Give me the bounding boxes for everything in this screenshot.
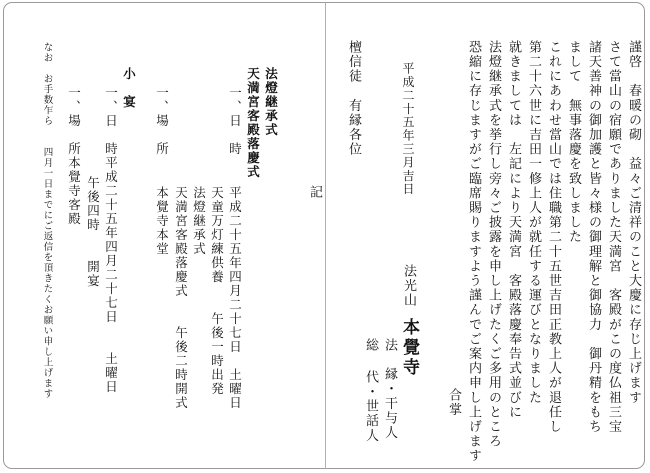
- center-fold-line: [325, 2, 326, 469]
- letter-line-1: 謹啓 春暖の砌 益々ご清祥のこと大慶に存じ上げます: [626, 40, 641, 405]
- date-value: 平成二十五年四月二十七日 土曜日: [227, 186, 243, 410]
- event-title-2: 天満宮客殿落慶式: [245, 67, 261, 179]
- letter-line-2: さて當山の宿願でありました天満宮 客殿がこの度仏祖三宝: [606, 40, 621, 435]
- reply-note: なお お手数乍ら 四月一日までにご返信を頂きたくお願い申し上げます: [41, 42, 53, 399]
- letter-line-5: これにあわせ當山では住職第二十五世吉田正教上人が退任し: [546, 40, 561, 435]
- place-label: 一、場 所: [154, 86, 170, 156]
- temple-name: 本覺寺: [399, 318, 419, 378]
- closing-gassho: 合掌: [446, 388, 461, 418]
- letter-line-4: まして 無事落慶を致しました: [566, 40, 581, 245]
- banquet-time: 午後四時 開宴: [85, 176, 101, 288]
- schedule-2: 法燈継承式: [191, 186, 207, 256]
- letter-line-6: 第二十六世に吉田一修上人が就任する運びとなりました: [526, 40, 541, 405]
- temple-prefix: 法光山: [401, 264, 416, 308]
- date-label: 一、日 時: [227, 86, 243, 156]
- letter-line-9: 恐縮に存じますがご臨席賜りますよう謹んでご案内申し上げます: [466, 40, 481, 464]
- schedule-3: 天満宮客殿落慶式 午後二時開式: [173, 186, 189, 410]
- place-value: 本覺寺本堂: [154, 186, 170, 256]
- ki-heading: 記: [307, 185, 322, 200]
- letter-line-8: 法燈継承式を挙行し旁々ご披露を申し上げたくご多用のところ: [486, 40, 501, 449]
- banquet-date-label: 一、日 時: [103, 86, 119, 156]
- banquet-place-label: 一、場 所: [66, 86, 82, 156]
- sender-line-2-prefix: 総: [363, 338, 378, 353]
- event-title-1: 法燈継承式: [263, 67, 279, 137]
- banquet-title: 小 宴: [121, 67, 137, 109]
- banquet-place-value: 本覺寺客殿: [66, 156, 82, 226]
- letter-line-3: 諸天善神の御加護と皆々様の御理解と御協力 御丹精をもち: [586, 40, 601, 435]
- sender-line-1: 法 縁・干与人: [382, 338, 397, 441]
- banquet-date-value: 平成二十五年四月二十七日 土曜日: [103, 156, 119, 394]
- sender-line-2: 代・世話人: [363, 370, 378, 443]
- recipient-line-1: 檀信徒 有縁各位: [346, 40, 361, 157]
- letter-date: 平成二十五年三月吉日: [401, 62, 415, 196]
- schedule-1: 天童万灯練供養 午後一時出発: [209, 186, 225, 396]
- letter-line-7: 就きましては 左記により天満宮 客殿落慶奉告式並びに: [506, 40, 521, 420]
